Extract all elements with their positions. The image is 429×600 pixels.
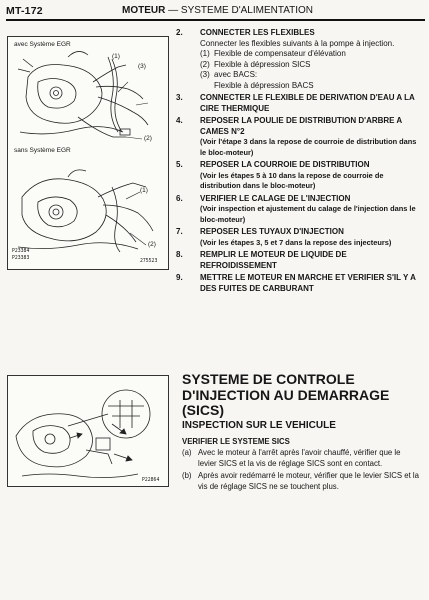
subitem-note: Flexible à dépression BACS [214,80,314,90]
step-subitem [200,49,424,60]
step-2 [176,28,424,91]
caption-without-egr: sans Système EGR [14,147,71,154]
callout-1-lower: (1) [140,187,148,194]
step-text: Connecter les flexibles suivants à la pompe à injection. [200,38,395,48]
step-title: REPOSER LA COURROIE DE DISTRIBUTION [200,160,370,169]
step-note: (Voir les étapes 3, 5 et 7 dans la repose des injecteurs) [200,237,392,247]
page-number: MT-172 [6,5,43,17]
step-title: REMPLIR LE MOTEUR DE LIQUIDE DE REFROIDISSEMENT [200,250,347,270]
step-title: METTRE LE MOTEUR EN MARCHE ET VERIFIER S'IL Y A DES FUITES DE CARBURANT [200,273,416,293]
sics-title-line: D'INJECTION AU DEMARRAGE [182,386,390,403]
figure-code-1: P23384 [12,249,30,254]
step-number: 5. [176,160,183,169]
reassembly-steps [176,28,424,296]
callout-2-upper: (2) [144,135,152,142]
sics-title-line: SYSTEME DE CONTROLE [182,371,355,387]
step-number: 2. [176,28,183,37]
sics-lever-figure [7,375,169,487]
sics-subtitle: INSPECTION SUR LE VEHICULE [182,420,336,431]
subitem-number: (1) [200,49,210,58]
step-number: 9. [176,273,183,282]
subitem-text: avec BACS: [214,70,258,79]
step-5 [176,160,424,192]
figure-code-2: P23383 [12,256,30,261]
subitem-number: (3) [200,70,210,79]
step-9 [176,273,424,294]
figure-code-4: P22864 [142,478,160,483]
item-text: Après avoir redémarré le moteur, vérifier que le levier SICS et la vis de réglage SICS ne se touchent plus. [198,471,420,491]
step-number: 8. [176,250,183,259]
step-title: REPOSER LA POULIE DE DISTRIBUTION D'ARBRE A CAMES N°2 [200,116,402,136]
step-title: REPOSER LES TUYAUX D'INJECTION [200,227,344,236]
sics-lever-illustration [8,376,168,486]
step-7 [176,227,424,248]
callout-2-lower: (2) [148,241,156,248]
step-note: (Voir inspection et ajustement du calage de l'injection dans le bloc-moteur) [200,204,416,224]
section-name: MOTEUR [122,5,166,16]
subsection-name: SYSTEME D'ALIMENTATION [180,5,314,16]
step-number: 4. [176,116,183,125]
section-title [122,5,313,16]
step-8 [176,250,424,271]
step-subitem [200,70,424,81]
step-number: 3. [176,93,183,102]
step-note: (Voir l'étape 3 dans la repose de courroie de distribution dans le bloc-moteur) [200,137,417,157]
step-title: CONNECTER LE FLEXIBLE DE DERIVATION D'EAU A LA CIRE THERMIQUE [200,93,415,113]
step-title: VERIFIER LE CALAGE DE L'INJECTION [200,193,351,203]
sics-check-a [182,448,420,469]
sics-check-b [182,471,420,492]
step-number: 7. [176,227,183,236]
step-subitem [200,60,424,71]
subitem-number: (2) [200,59,210,69]
header-rule [6,19,425,21]
item-text: Avec le moteur à l'arrêt après l'avoir chauffé, vérifier que le levier SICS et la vis de réglage SICS sont en contact. [198,448,401,468]
step-number: 6. [176,193,183,203]
callout-1-upper: (1) [112,53,120,60]
sics-title-line: (SICS) [182,402,224,418]
step-title: CONNECTER LES FLEXIBLES [200,28,315,37]
callout-3-upper: (3) [138,63,146,70]
section-dash: — [168,5,179,16]
sics-section-title [182,372,422,419]
subitem-text: Flexible à dépression SICS [214,59,311,69]
step-3 [176,93,424,114]
hose-connection-figure [7,36,169,270]
verify-heading: VERIFIER LE SYSTEME SICS [182,437,290,446]
step-6 [176,194,424,226]
step-4 [176,116,424,158]
item-label: (b) [182,471,192,480]
subitem-text: Flexible de compensateur d'élévation [214,49,346,58]
caption-with-egr: avec Système EGR [14,41,71,48]
item-label: (a) [182,448,192,457]
figure-code-3: 275523 [140,259,158,264]
step-note: (Voir les étapes 5 à 10 dans la repose de courroie de distribution dans le bloc-moteur) [200,170,384,190]
